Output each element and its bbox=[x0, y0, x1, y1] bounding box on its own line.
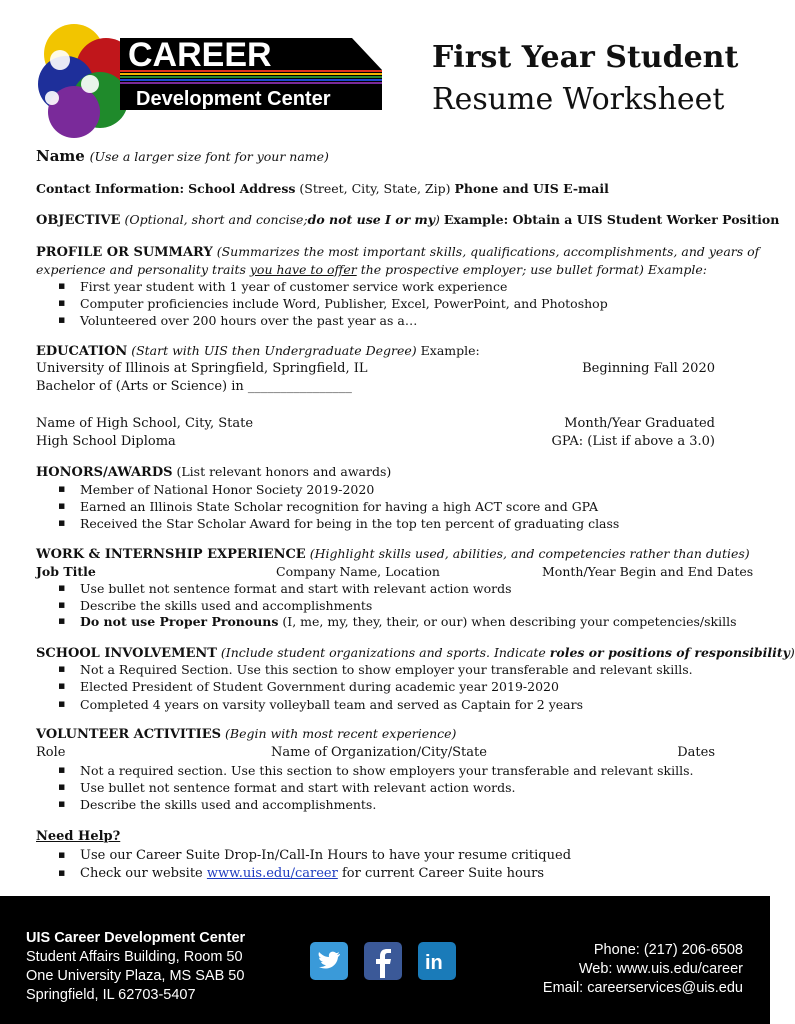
school-row bbox=[36, 645, 795, 661]
school-hint-bold: roles or positions of responsibility bbox=[549, 645, 790, 660]
organization: Name of Organization/City/State bbox=[271, 745, 487, 760]
volunteer-label: VOLUNTEER ACTIVITIES bbox=[36, 727, 222, 742]
education-example: Example: bbox=[420, 343, 480, 358]
logo-line1: CAREER bbox=[128, 36, 272, 74]
footer-email: Email: careerservices@uis.edu bbox=[542, 980, 743, 996]
list-item: ▪ Volunteered over 200 hours over the past year as a… bbox=[58, 313, 417, 328]
phone-email: Phone and UIS E-mail bbox=[454, 181, 609, 196]
address-hint: (Street, City, State, Zip) bbox=[299, 181, 451, 196]
logo-graphic bbox=[22, 22, 384, 140]
contact-row bbox=[36, 181, 609, 196]
job-title: Job Title bbox=[36, 564, 96, 579]
list-item: ▪ Not a required section. Use this section to show employers your transferable and relevant skills. bbox=[58, 763, 693, 778]
objective-example: Example: Obtain a UIS Student Worker Position bbox=[443, 212, 780, 227]
career-website-link[interactable]: www.uis.edu/career bbox=[206, 866, 338, 881]
footer-phone: Phone: (217) 206-6508 bbox=[593, 942, 743, 958]
list-item: ▪ Do not use Proper Pronouns (I, me, my, they, their, or our) when describing your competencies/skills bbox=[58, 614, 737, 629]
list-item: ▪ Computer proficiencies include Word, Publisher, Excel, PowerPoint, and Photoshop bbox=[58, 296, 608, 311]
work-label: WORK & INTERNSHIP EXPERIENCE bbox=[36, 547, 306, 562]
facebook-icon[interactable] bbox=[364, 942, 402, 980]
objective-hint-bold: do not use I or my bbox=[307, 212, 435, 227]
footer-web: Web: www.uis.edu/career bbox=[578, 961, 743, 977]
high-school-date: Month/Year Graduated bbox=[564, 416, 715, 431]
profile-row bbox=[36, 244, 759, 260]
linkedin-icon[interactable] bbox=[418, 942, 456, 980]
profile-hint-2b: you have to offer bbox=[249, 262, 357, 277]
list-item: ▪ Use our Career Suite Drop-In/Call-In Hours to have your resume critiqued bbox=[58, 848, 571, 863]
work-row bbox=[36, 546, 750, 562]
list-item: ▪ Not a Required Section. Use this section to show employer your transferable and relevant skills. bbox=[58, 662, 693, 677]
profile-label: PROFILE OR SUMMARY bbox=[36, 245, 213, 260]
name-hint: (Use a larger size font for your name) bbox=[89, 149, 329, 164]
objective-row bbox=[36, 212, 779, 228]
list-item: ▪ Describe the skills used and accomplishments. bbox=[58, 797, 376, 812]
education-label: EDUCATION bbox=[36, 344, 128, 359]
education-hint: (Start with UIS then Undergraduate Degree) bbox=[131, 343, 417, 358]
university: University of Illinois at Springfield, Springfield, IL bbox=[36, 361, 368, 376]
university-date: Beginning Fall 2020 bbox=[582, 361, 715, 376]
objective-hint: (Optional, short and concise; bbox=[124, 212, 308, 227]
objective-label: OBJECTIVE bbox=[36, 213, 121, 228]
footer-address-1: Student Affairs Building, Room 50 bbox=[26, 949, 243, 965]
list-item: ▪ Use bullet not sentence format and start with relevant action words. bbox=[58, 780, 516, 795]
volunteer-row bbox=[36, 726, 456, 742]
list-item: ▪ Earned an Illinois State Scholar recognition for having a high ACT score and GPA bbox=[58, 499, 598, 514]
degree: Bachelor of (Arts or Science) in ________________ bbox=[36, 379, 352, 394]
page-title: First Year Student bbox=[432, 40, 739, 75]
list-item: ▪ Describe the skills used and accomplishments bbox=[58, 598, 372, 613]
list-item: ▪ Check our website www.uis.edu/career for current Career Suite hours bbox=[58, 866, 544, 881]
school-address: School Address bbox=[188, 181, 296, 196]
profile-hint-2d: Example: bbox=[647, 262, 707, 277]
role: Role bbox=[36, 745, 66, 760]
company: Company Name, Location bbox=[276, 564, 440, 579]
profile-hint-2c: the prospective employer; use bullet format) bbox=[360, 262, 644, 277]
volunteer-dates: Dates bbox=[677, 745, 715, 760]
school-label: SCHOOL INVOLVEMENT bbox=[36, 646, 217, 661]
page-subtitle: Resume Worksheet bbox=[432, 82, 725, 117]
profile-hint-2 bbox=[36, 262, 707, 277]
list-item: ▪ Elected President of Student Government during academic year 2019-2020 bbox=[58, 679, 559, 694]
honors-label: HONORS/AWARDS bbox=[36, 465, 173, 480]
volunteer-hint: (Begin with most recent experience) bbox=[225, 726, 457, 741]
profile-hint: (Summarizes the most important skills, qualifications, accomplishments, and years of bbox=[216, 244, 760, 259]
list-item: ▪ Completed 4 years on varsity volleyball team and served as Captain for 2 years bbox=[58, 697, 583, 712]
diploma: High School Diploma bbox=[36, 434, 176, 449]
school-hint: (Include student organizations and sports. Indicate bbox=[220, 645, 546, 660]
svg-text:in: in bbox=[425, 952, 443, 974]
work-dates: Month/Year Begin and End Dates bbox=[542, 564, 754, 579]
list-item: ▪ Use bullet not sentence format and start with relevant action words bbox=[58, 581, 512, 596]
career-center-logo bbox=[22, 22, 384, 140]
education-row bbox=[36, 343, 480, 359]
contact-label: Contact Information: bbox=[36, 181, 185, 196]
footer-org: UIS Career Development Center bbox=[26, 930, 246, 946]
logo-line2: Development Center bbox=[136, 88, 331, 110]
objective-hint-end: ) bbox=[435, 212, 440, 227]
honors-row bbox=[36, 464, 391, 480]
list-item: ▪ First year student with 1 year of customer service work experience bbox=[58, 279, 507, 294]
footer-address-2: One University Plaza, MS SAB 50 bbox=[26, 968, 245, 984]
profile-hint-2a: experience and personality traits bbox=[36, 262, 246, 277]
name-label: Name bbox=[36, 147, 85, 165]
work-hint: (Highlight skills used, abilities, and competencies rather than duties) bbox=[309, 546, 750, 561]
school-hint-end: ) bbox=[789, 645, 795, 660]
name-row bbox=[36, 147, 329, 165]
list-item: ▪ Received the Star Scholar Award for being in the top ten percent of graduating class bbox=[58, 516, 619, 531]
footer-address-3: Springfield, IL 62703-5407 bbox=[26, 987, 196, 1003]
high-school: Name of High School, City, State bbox=[36, 416, 254, 431]
list-item: ▪ Member of National Honor Society 2019-2020 bbox=[58, 482, 374, 497]
gpa: GPA: (List if above a 3.0) bbox=[551, 434, 715, 449]
need-help-heading: Need Help? bbox=[36, 829, 121, 844]
twitter-icon[interactable] bbox=[310, 942, 348, 980]
honors-hint: (List relevant honors and awards) bbox=[176, 464, 392, 479]
